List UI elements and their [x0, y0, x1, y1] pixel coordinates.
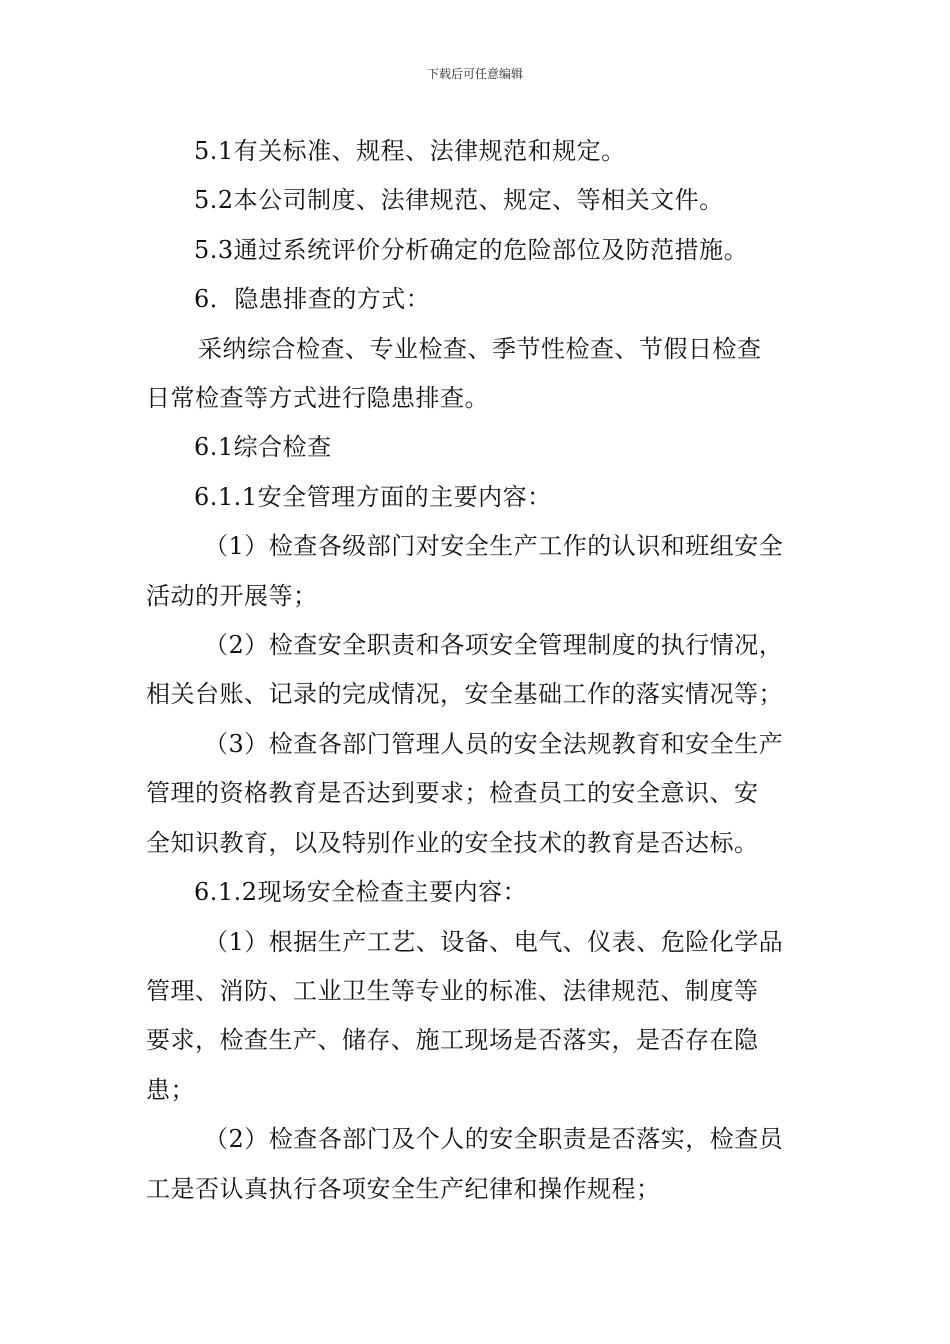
section-6-1-2-heading: 6.1.2现场安全检查主要内容： — [194, 878, 528, 907]
paragraph-line: （2）检查安全职责和各项安全管理制度的执行情况， — [204, 631, 784, 660]
section-6-heading: 6．隐患排查的方式： — [194, 285, 431, 314]
paragraph-line: 管理、消防、工业卫生等专业的标准、法律规范、制度等 — [146, 976, 759, 1005]
paragraph-line: 相关台账、记录的完成情况，安全基础工作的落实情况等； — [146, 680, 783, 709]
clause-5-3: 5.3通过系统评价分析确定的危险部位及防范措施。 — [194, 235, 749, 264]
paragraph-line: 全知识教育，以及特别作业的安全技术的教育是否达标。 — [146, 828, 759, 857]
paragraph-line: 患； — [146, 1075, 195, 1104]
paragraph-line: （1）根据生产工艺、设备、电气、仪表、危险化学品 — [204, 927, 784, 956]
paragraph-line: 采纳综合检查、专业检查、季节性检查、节假日检查 — [198, 334, 762, 363]
paragraph-line: （1）检查各级部门对安全生产工作的认识和班组安全 — [204, 532, 784, 561]
paragraph-line: 工是否认真执行各项安全生产纪律和操作规程； — [146, 1174, 661, 1203]
paragraph-line: 管理的资格教育是否达到要求；检查员工的安全意识、安 — [146, 779, 759, 808]
paragraph-line: 活动的开展等； — [146, 581, 318, 610]
clause-5-2: 5.2本公司制度、法律规范、规定、等相关文件。 — [194, 186, 724, 215]
section-6-1-1-heading: 6.1.1安全管理方面的主要内容： — [194, 482, 552, 511]
paragraph-line: 要求，检查生产、储存、施工现场是否落实，是否存在隐 — [146, 1026, 759, 1055]
document-body — [146, 127, 806, 1214]
paragraph-line: （2）检查各部门及个人的安全职责是否落实，检查员 — [204, 1125, 784, 1154]
paragraph-line: （3）检查各部门管理人员的安全法规教育和安全生产 — [204, 729, 784, 758]
page-header: 下载后可任意编辑 — [426, 67, 523, 81]
clause-5-1: 5.1有关标准、规程、法律规范和规定。 — [194, 137, 626, 165]
section-6-1-heading: 6.1综合检查 — [194, 433, 332, 462]
paragraph-line: 日常检查等方式进行隐患排查。 — [146, 384, 489, 413]
